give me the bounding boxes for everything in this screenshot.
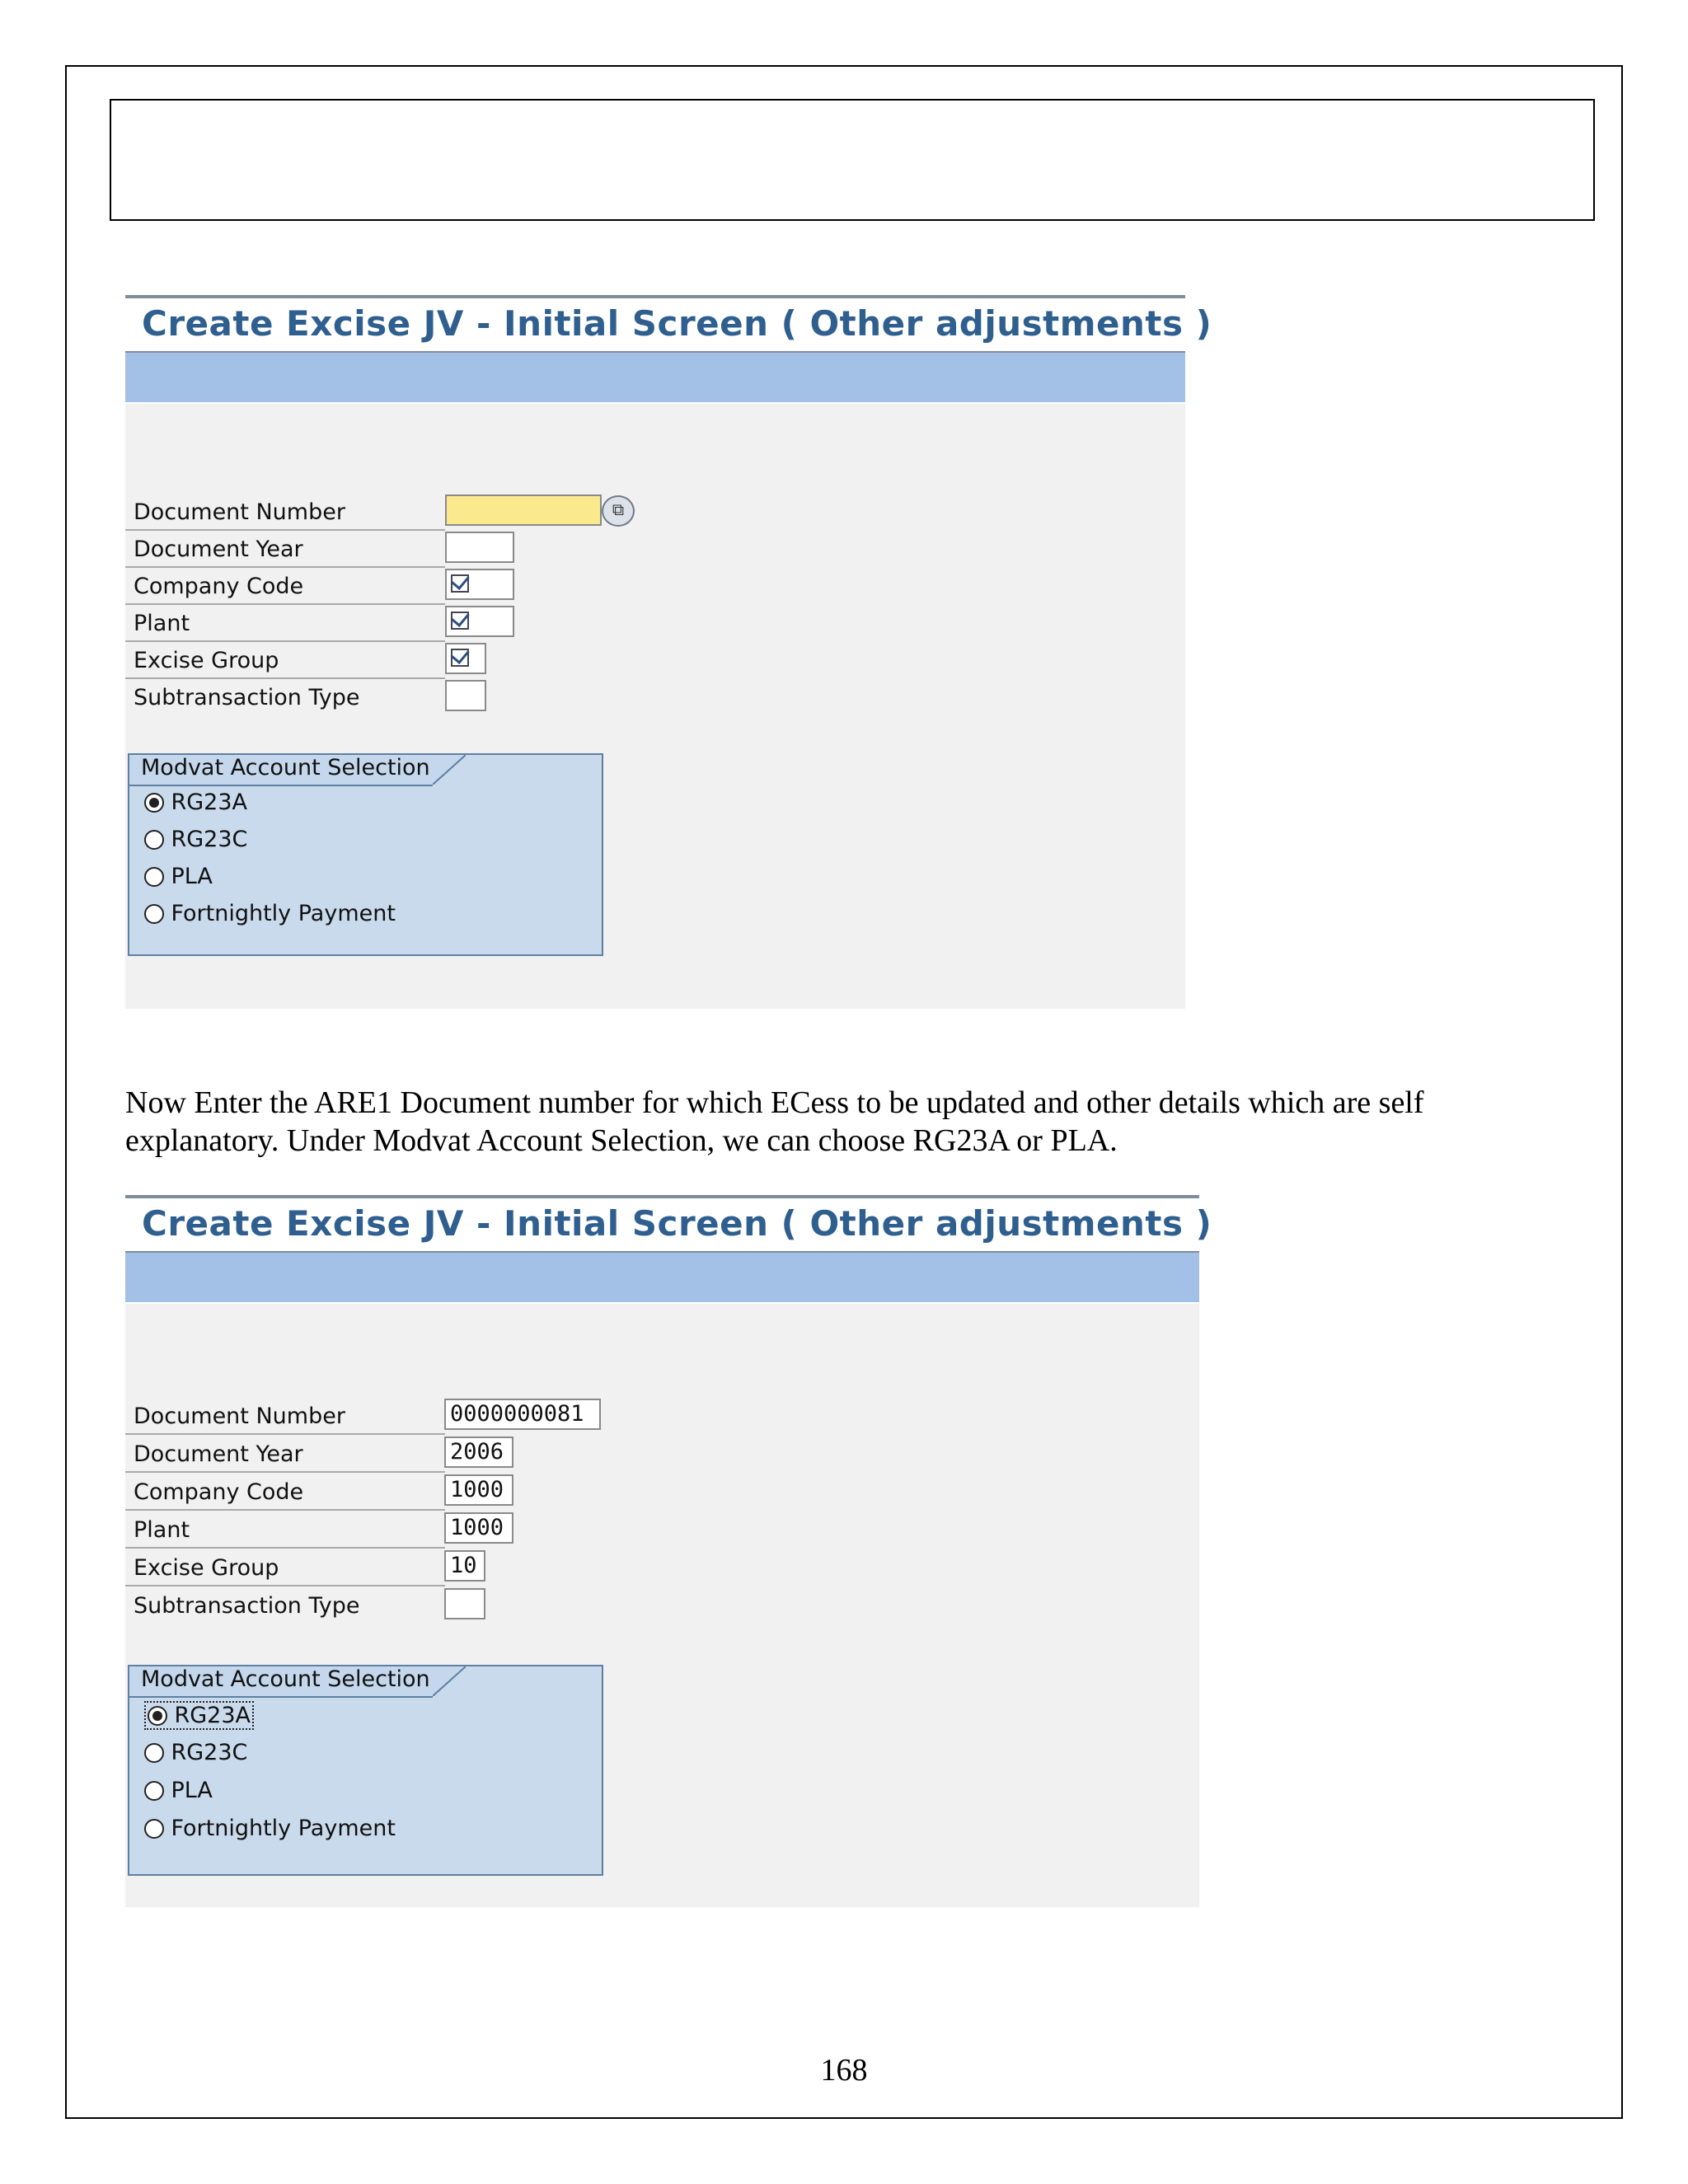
- field-label: Company Code: [134, 1479, 304, 1505]
- field-row-excise-group: [125, 1550, 645, 1586]
- document-year-input[interactable]: 2006: [444, 1436, 513, 1468]
- checkmark-icon: [451, 649, 469, 667]
- radio-label: RG23C: [171, 1740, 248, 1765]
- field-row-plant: [125, 606, 645, 642]
- radio-label: Fortnightly Payment: [171, 901, 396, 926]
- radio-label: RG23C: [171, 827, 248, 852]
- field-label: Plant: [134, 611, 190, 636]
- radio-icon: [144, 1743, 164, 1763]
- field-label: Document Year: [134, 537, 303, 562]
- radio-selected-icon: [148, 1706, 167, 1726]
- radio-icon: [144, 1819, 164, 1839]
- field-row-subtransaction-type: [125, 680, 645, 716]
- field-underline: [125, 1471, 445, 1473]
- group-tab-corner: [433, 755, 466, 785]
- radio-icon: [144, 904, 164, 924]
- value-help-icon[interactable]: ⧉: [602, 495, 635, 527]
- company-code-input[interactable]: [445, 569, 514, 600]
- radio-label: PLA: [171, 1778, 213, 1803]
- field-underline: [125, 603, 445, 605]
- checkmark-icon: [451, 612, 469, 630]
- field-underline: [125, 1509, 445, 1511]
- radio-rg23a[interactable]: [144, 1701, 254, 1734]
- field-label: Excise Group: [134, 1555, 279, 1581]
- field-row-company-code: [125, 569, 645, 605]
- document-number-input[interactable]: [445, 494, 602, 526]
- screen-title: Create Excise JV - Initial Screen ( Other adjustments ): [142, 303, 1212, 344]
- radio-fortnightly-payment[interactable]: [144, 901, 396, 934]
- field-row-document-number: [125, 1399, 645, 1435]
- radio-icon: [144, 1781, 164, 1801]
- modvat-account-selection-group: [128, 753, 603, 956]
- radio-label: RG23A: [174, 1703, 251, 1728]
- radio-icon: [144, 830, 164, 850]
- field-label: Company Code: [134, 574, 304, 599]
- radio-label: Fortnightly Payment: [171, 1816, 396, 1841]
- application-toolbar: [125, 1253, 1199, 1304]
- radio-label: RG23A: [171, 790, 247, 815]
- field-label: Document Number: [134, 499, 345, 525]
- field-label: Subtransaction Type: [134, 685, 360, 710]
- field-row-document-year: [125, 532, 645, 568]
- screen-body: [125, 404, 1185, 1009]
- field-underline: [125, 1433, 445, 1435]
- radio-rg23a[interactable]: [144, 790, 247, 823]
- header-box: [110, 99, 1595, 221]
- focus-indicator: [144, 1701, 254, 1730]
- radio-pla[interactable]: [144, 864, 213, 897]
- field-underline: [125, 1585, 445, 1586]
- radio-label: PLA: [171, 864, 213, 889]
- field-underline: [125, 529, 445, 531]
- radio-rg23c[interactable]: [144, 1740, 247, 1773]
- excise-group-input[interactable]: 10: [444, 1550, 485, 1582]
- field-label: Document Number: [134, 1404, 345, 1429]
- group-tab: [129, 755, 433, 786]
- sap-screen-1: [125, 295, 1212, 1009]
- radio-rg23c[interactable]: [144, 827, 247, 860]
- subtransaction-type-input[interactable]: [445, 680, 486, 711]
- field-underline: [125, 640, 445, 642]
- group-title: Modvat Account Selection: [141, 1666, 430, 1692]
- title-bar: [125, 295, 1212, 353]
- field-row-plant: [125, 1512, 645, 1549]
- group-title: Modvat Account Selection: [141, 755, 430, 780]
- description-paragraph: Now Enter the ARE1 Document number for which ECess to be updated and other details which are self explanatory. Under Modvat Account Selection, we can choose RG23A or PLA.: [125, 1085, 1424, 1158]
- field-row-subtransaction-type: [125, 1588, 645, 1624]
- radio-icon: [144, 867, 164, 887]
- plant-input[interactable]: 1000: [444, 1512, 513, 1544]
- field-row-company-code: [125, 1474, 645, 1511]
- field-label: Document Year: [134, 1441, 303, 1467]
- checkmark-icon: [451, 574, 469, 593]
- title-bar: [125, 1195, 1212, 1253]
- excise-group-input[interactable]: [445, 643, 486, 674]
- company-code-input[interactable]: 1000: [444, 1474, 513, 1506]
- screen-title: Create Excise JV - Initial Screen ( Other adjustments ): [142, 1203, 1212, 1244]
- group-tab: [129, 1666, 433, 1698]
- radio-selected-icon: [144, 793, 164, 813]
- field-underline: [125, 566, 445, 568]
- field-label: Subtransaction Type: [134, 1593, 360, 1619]
- radio-pla[interactable]: [144, 1778, 213, 1811]
- field-label: Plant: [134, 1517, 190, 1543]
- page-number: 168: [820, 2053, 868, 2088]
- subtransaction-type-input[interactable]: [444, 1588, 485, 1619]
- modvat-account-selection-group: [128, 1665, 603, 1876]
- radio-fortnightly-payment[interactable]: [144, 1816, 396, 1849]
- group-tab-corner: [433, 1666, 466, 1696]
- field-row-excise-group: [125, 643, 645, 679]
- sap-screen-2: [125, 1195, 1212, 1907]
- document-number-input[interactable]: 0000000081: [444, 1399, 601, 1430]
- application-toolbar: [125, 353, 1185, 404]
- field-underline: [125, 1547, 445, 1549]
- plant-input[interactable]: [445, 606, 514, 637]
- document-year-input[interactable]: [445, 532, 514, 563]
- field-underline: [125, 677, 445, 679]
- field-label: Excise Group: [134, 648, 279, 673]
- screen-body: [125, 1304, 1199, 1907]
- field-row-document-year: [125, 1436, 645, 1473]
- field-row-document-number: [125, 494, 645, 531]
